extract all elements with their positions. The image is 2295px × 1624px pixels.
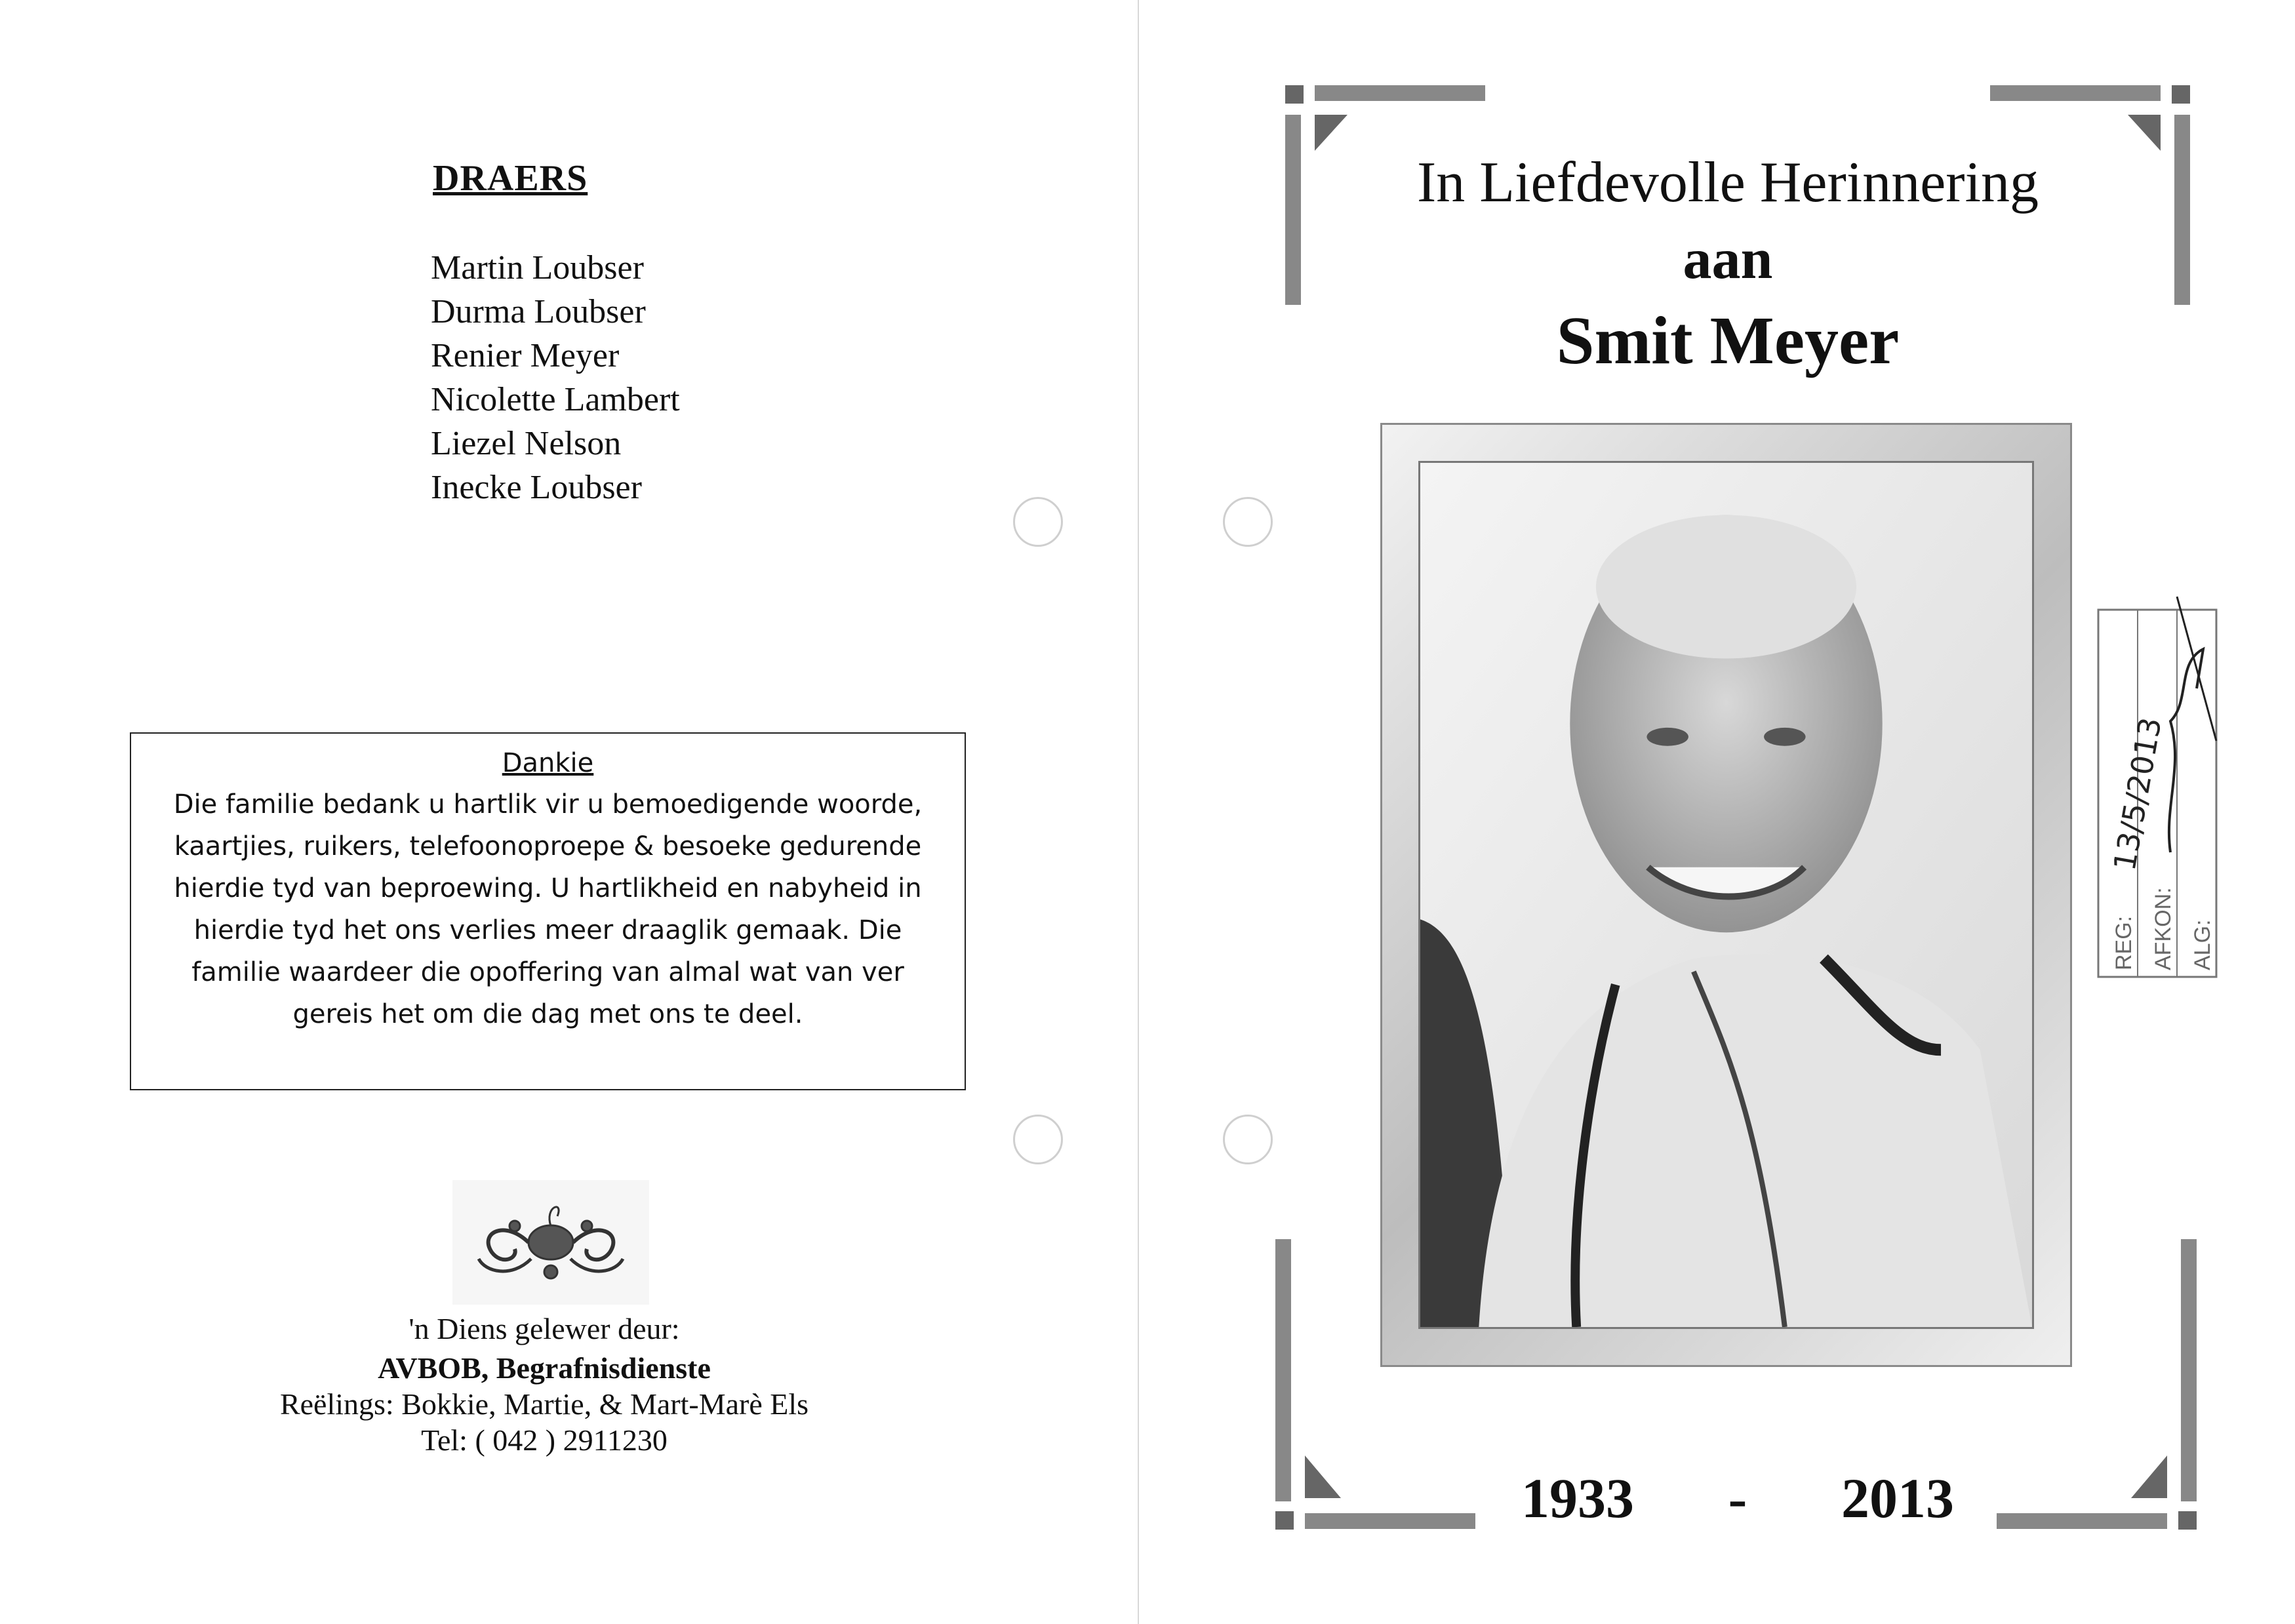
punch-hole xyxy=(1013,1115,1063,1164)
life-dates xyxy=(1521,1465,1954,1531)
draers-list xyxy=(431,246,680,509)
memorial-connector: aan xyxy=(1683,228,1773,291)
funeral-service-name: AVBOB, Begrafnisdienste xyxy=(378,1351,711,1385)
thank-you-message: Die familie bedank u hartlik vir u bemoedigende woorde, kaartjies, ruikers, telefoonoproepe & besoeke gedurende hierdie tyd van beproewing. U hartlikheid en nabyheid in hierdie tyd het ons verlies meer draaglik gemaak. Die familie waardeer die opoffering van almal wat van ver gereis het om die dag met ons te deel. xyxy=(173,789,923,1029)
arrangements: Reëlings: Bokkie, Martie, & Mart-Marè Els xyxy=(279,1387,809,1421)
draer-name: Martin Loubser xyxy=(431,249,644,287)
portrait-photo xyxy=(1418,461,2034,1329)
card-fold-line xyxy=(1138,0,1139,1624)
portrait-frame xyxy=(1380,423,2072,1367)
draer-name: Inecke Loubser xyxy=(431,469,642,506)
thank-you-title: Dankie xyxy=(502,748,594,778)
draer-name: Durma Loubser xyxy=(431,293,646,330)
memorial-heading: In Liefdevolle Herinnering xyxy=(1416,151,2039,214)
draer-name: Liezel Nelson xyxy=(431,425,622,462)
punch-hole xyxy=(1223,497,1273,547)
handwritten-signature xyxy=(2169,649,2203,852)
punch-hole xyxy=(1223,1115,1273,1164)
stamp-date: 13/5/2013 xyxy=(2106,715,2168,873)
floral-ornament xyxy=(452,1180,649,1305)
deceased-name: Smit Meyer xyxy=(1556,303,1900,378)
thank-you-box xyxy=(130,732,966,1090)
death-year: 2013 xyxy=(1841,1467,1954,1530)
stamp-label-alg: ALG: xyxy=(2190,919,2215,970)
draers-heading: DRAERS xyxy=(433,158,588,199)
punch-hole xyxy=(1013,497,1063,547)
draer-name: Nicolette Lambert xyxy=(431,381,680,418)
dates-separator: - xyxy=(1728,1467,1747,1530)
service-intro: 'n Diens gelewer deur: xyxy=(409,1312,680,1345)
telephone: Tel: ( 042 ) 2911230 xyxy=(421,1423,668,1457)
birth-year: 1933 xyxy=(1521,1467,1634,1530)
stamp-label-afkon: AFKON: xyxy=(2151,887,2176,970)
stamp-label-reg: REG: xyxy=(2111,915,2136,970)
draer-name: Renier Meyer xyxy=(431,337,620,374)
registration-stamp xyxy=(2072,570,2229,1016)
